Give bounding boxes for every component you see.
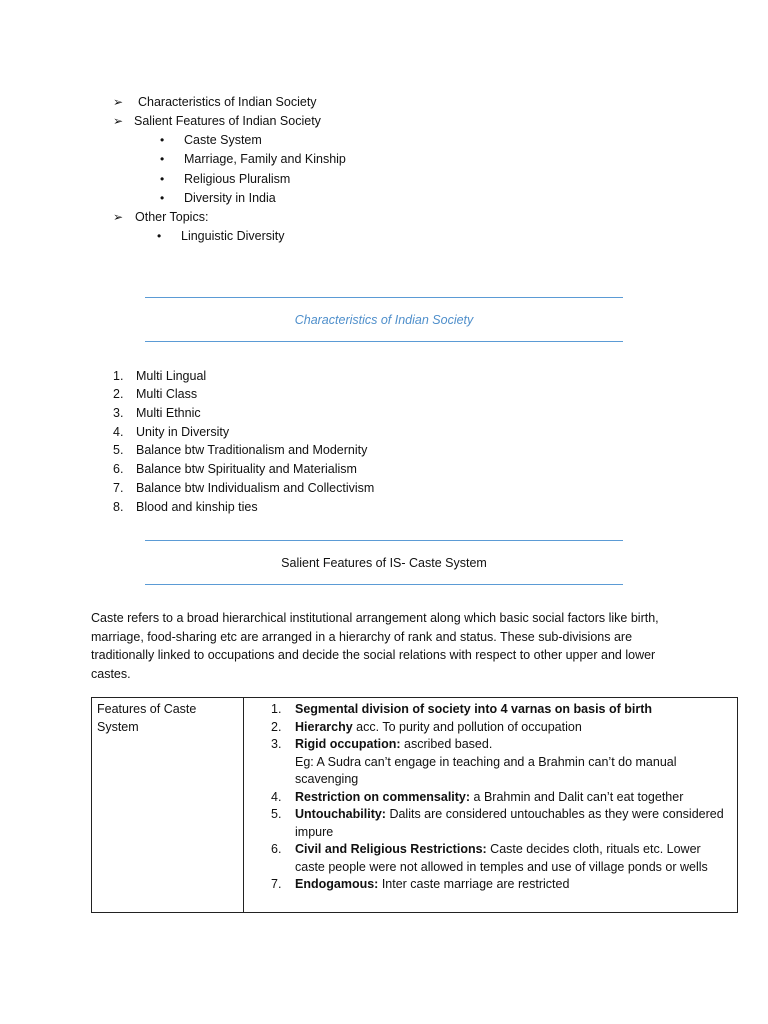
heading-bottom-rule (145, 341, 623, 342)
list-number: 1. (113, 369, 124, 383)
bullet-icon: • (160, 172, 165, 186)
list-number: 4. (113, 425, 124, 439)
section-heading-caste-system: Salient Features of IS- Caste System (281, 556, 487, 570)
list-item (113, 386, 197, 402)
bullet-icon: • (160, 191, 165, 205)
caste-definition-paragraph: Caste refers to a broad hierarchical institutional arrangement along which basic social factors like birth, marriage, food-sharing etc are arranged in a hierarchy of rank and status. These sub-divisions are traditionally linked to occupations and decide the social relations with respect to other upper and lower castes. (91, 611, 659, 681)
feature-number: 4. (271, 789, 282, 804)
outline-subitem (157, 228, 285, 244)
outline-subitem-label: Linguistic Diversity (181, 229, 285, 243)
feature-item (271, 841, 731, 876)
feature-number: 7. (271, 877, 282, 891)
feature-example (271, 754, 731, 789)
feature-item (271, 876, 731, 894)
feature-text: a Brahmin and Dalit can’t eat together (470, 789, 684, 804)
feature-bold-text: Restriction on commensality: (295, 789, 471, 804)
section-heading-characteristics: Characteristics of Indian Society (294, 313, 474, 327)
arrow-bullet-icon: ➢ (113, 95, 124, 109)
bullet-icon: • (160, 133, 165, 147)
outline-item-label: Salient Features of Indian Society (134, 114, 321, 128)
list-number: 8. (113, 500, 124, 514)
list-item (113, 499, 258, 515)
feature-text: acc. To purity and pollution of occupation (352, 719, 582, 734)
feature-bold-text: Segmental division of society into 4 varnas on basis of birth (295, 702, 653, 716)
list-number: 6. (113, 462, 124, 476)
feature-text: Eg: A Sudra can’t engage in teaching and a Brahmin can’t do manual scavenging (295, 754, 677, 786)
feature-text: Dalits are considered untouchables as they were considered impure (295, 807, 724, 839)
list-number: 5. (113, 443, 124, 457)
feature-bold-text: Untouchability: (295, 807, 386, 821)
feature-number: 1. (271, 702, 282, 716)
feature-item (271, 789, 731, 807)
outline-subitem (160, 151, 346, 167)
outline-item (113, 94, 317, 110)
outline-subitem-label: Diversity in India (184, 191, 276, 205)
list-item (113, 480, 374, 496)
arrow-bullet-icon: ➢ (113, 210, 124, 224)
feature-bold-text: Rigid occupation: (295, 737, 401, 751)
list-number: 7. (113, 481, 124, 495)
list-item-text: Multi Ethnic (136, 406, 201, 420)
outline-item (113, 209, 208, 225)
heading-top-rule (145, 540, 623, 541)
feature-item (271, 719, 731, 737)
feature-item (271, 701, 731, 719)
feature-item (271, 806, 731, 841)
list-item-text: Blood and kinship ties (136, 500, 258, 514)
caste-features-table (91, 697, 738, 913)
feature-text: Inter caste marriage are restricted (378, 877, 570, 891)
list-item (113, 442, 367, 458)
list-item (113, 405, 201, 421)
outline-subitem (160, 171, 290, 187)
feature-number: 3. (271, 737, 282, 751)
feature-number: 6. (271, 842, 282, 856)
list-number: 3. (113, 406, 124, 420)
bullet-icon: • (160, 152, 165, 166)
feature-bold-text: Endogamous: (295, 877, 379, 891)
list-item (113, 424, 229, 440)
outline-item-label: Other Topics: (135, 210, 209, 224)
bullet-icon: • (157, 229, 162, 243)
list-item (113, 461, 357, 477)
list-number: 2. (113, 387, 124, 401)
arrow-bullet-icon: ➢ (113, 114, 124, 128)
outline-item-label: Characteristics of Indian Society (138, 95, 317, 109)
feature-bold-text: Civil and Religious Restrictions: (295, 842, 487, 856)
feature-item (271, 736, 731, 754)
outline-subitem-label: Marriage, Family and Kinship (184, 152, 346, 166)
outline-subitem (160, 190, 276, 206)
list-item-text: Balance btw Individualism and Collectivism (136, 481, 375, 495)
feature-text: ascribed based. (400, 737, 493, 751)
outline-subitem-label: Religious Pluralism (184, 172, 291, 186)
list-item-text: Balance btw Traditionalism and Modernity (136, 443, 368, 457)
feature-number: 2. (271, 719, 282, 734)
feature-text: Caste decides cloth, rituals etc. Lower caste people were not allowed in temples and use of village ponds or wells (295, 842, 708, 874)
heading-bottom-rule (145, 584, 623, 585)
outline-item (113, 113, 321, 129)
feature-number: 5. (271, 807, 282, 821)
list-item-text: Balance btw Spirituality and Materialism (136, 462, 357, 476)
list-item-text: Multi Lingual (136, 369, 207, 383)
outline-subitem (160, 132, 262, 148)
list-item-text: Unity in Diversity (136, 425, 230, 439)
list-item (113, 368, 206, 384)
heading-top-rule (145, 297, 623, 298)
outline-subitem-label: Caste System (184, 133, 262, 147)
table-column-divider (243, 698, 244, 912)
feature-bold-text: Hierarchy (295, 719, 353, 734)
caste-features-list (271, 701, 731, 894)
table-left-header: Features of Caste System (97, 702, 197, 734)
list-item-text: Multi Class (136, 387, 198, 401)
